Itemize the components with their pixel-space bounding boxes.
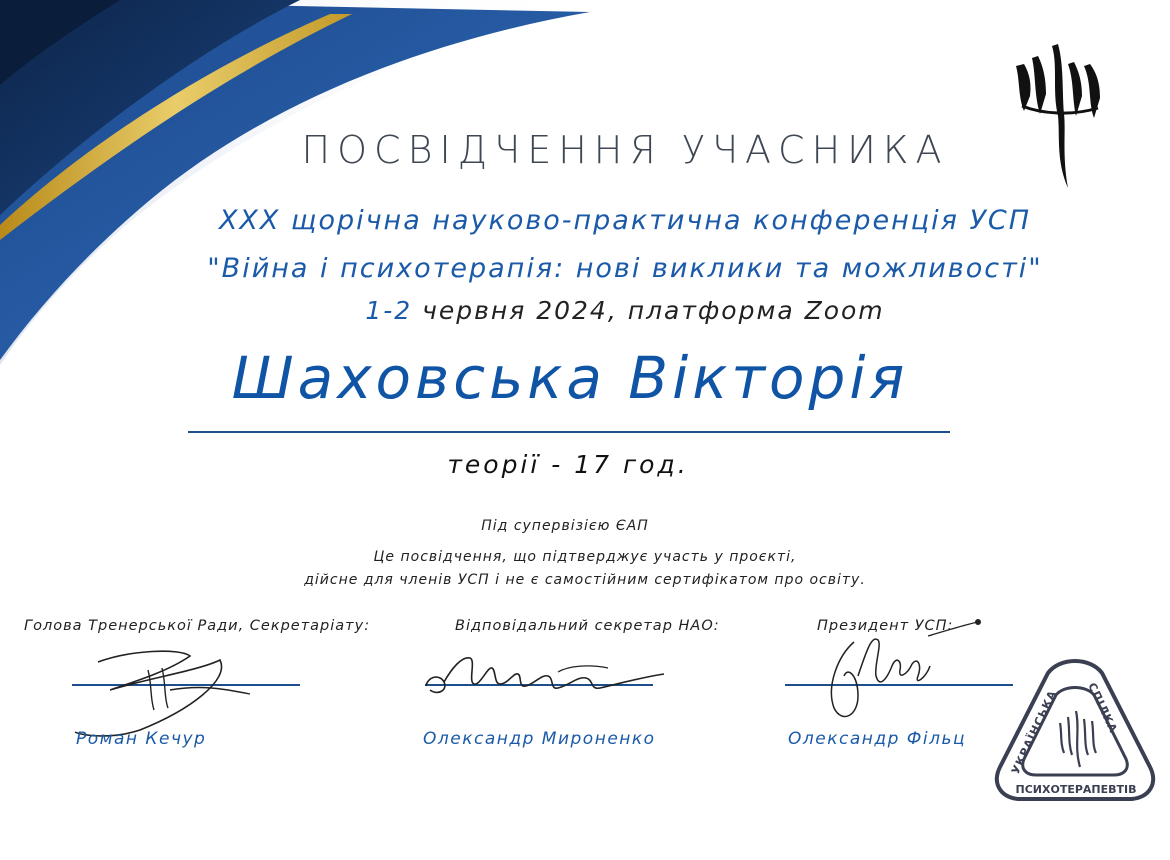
stamp-text-bottom: ПСИХОТЕРАПЕВТІВ [1015, 783, 1137, 796]
date-days: 1-2 [365, 296, 413, 325]
official-stamp-icon [990, 655, 1160, 815]
note-line-1: Це посвідчення, що підтверджує участь у проєкті, [373, 549, 797, 565]
certificate-title: ПОСВІДЧЕННЯ УЧАСНИКА [301, 128, 949, 172]
participant-name: Шаховська Вікторія [231, 344, 909, 412]
date-platform: червня 2024, платформа Zoom [412, 296, 885, 325]
note-line-2: дійсне для членів УСП і не є самостійним сертифікатом про освіту. [304, 572, 866, 588]
signatory-role-1: Голова Тренерської Ради, Секретаріату: [24, 618, 371, 634]
stamp-text-top: УКРАЇНСЬКА [1008, 687, 1060, 777]
signatory-role-2: Відповідальний секретар НАО: [455, 618, 720, 634]
signatory-name-2: Олександр Мироненко [423, 729, 656, 749]
hours-count: теорії - 17 год. [447, 450, 689, 479]
conference-name: XXX щорічна науково-практична конференція УСП [218, 205, 1032, 236]
signature-3-icon [818, 616, 998, 736]
name-underline [188, 431, 950, 433]
conference-theme: "Війна і психотерапія: нові виклики та можливості" [207, 253, 1043, 284]
conference-date [0, 296, 1170, 325]
svg-text:СПІЛКА [1085, 681, 1120, 735]
supervision-note: Під супервізією ЄАП [481, 518, 649, 534]
signatory-name-3: Олександр Фільц [788, 729, 967, 749]
stamp-text-right: СПІЛКА [1085, 680, 1120, 736]
signature-1-icon [70, 640, 270, 740]
signature-2-icon [418, 638, 668, 708]
signatory-role-3: Президент УСП: [817, 618, 954, 634]
signatory-name-1: Роман Кечур [76, 729, 207, 749]
